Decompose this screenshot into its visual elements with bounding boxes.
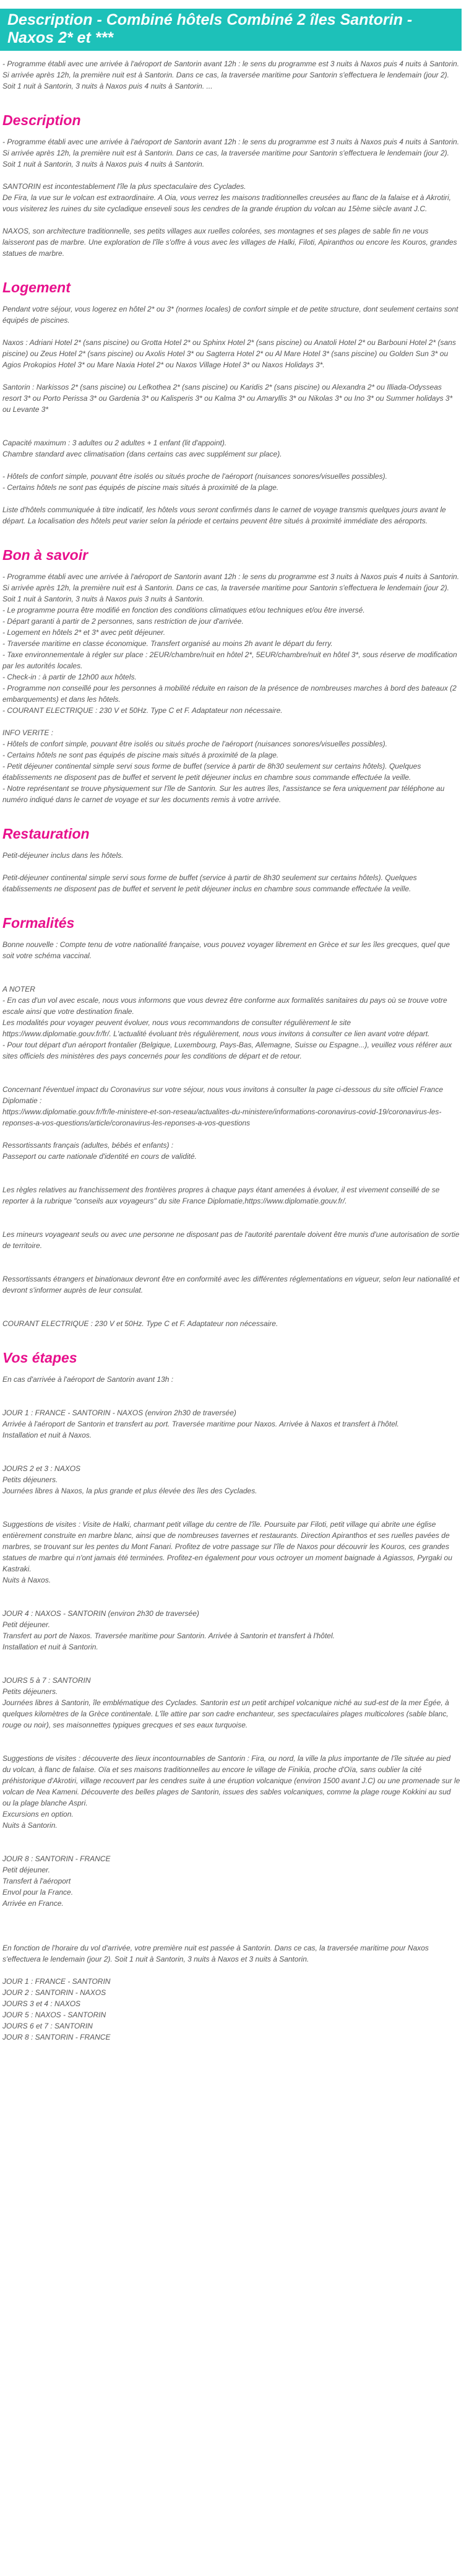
paragraph: A NOTER - En cas d'un vol avec escale, nous vous informons que vous devrez être conforme aux formalités sanitaires du pays où se trouve votre escale ainsi que votre destination finale. Les modalités pour voyager peuvent évoluer, nous vous recommandons de consulter régulièrement le site https://www.diplomatie.gouv.fr/fr/. L'actualité évoluant très régulièrement, nous vous invitons à consulter ce lien avant votre départ. - Pour tout départ d'un aéroport frontalier (Belgique, Luxembourg, Pays-Bas, Allemagne, Suisse ou Espagne...), veuillez vous référer aux sites officiels des ministères des pays concernés pour les conditions de départ et de retour. bbox=[2, 985, 452, 1060]
paragraph: Les mineurs voyageant seuls ou avec une personne ne disposant pas de l'autorité parentale doivent être munis d'une autorisation de sortie de territoire. bbox=[2, 1230, 460, 1250]
section-heading: Logement bbox=[2, 279, 71, 295]
paragraph: JOUR 4 : NAXOS - SANTORIN (environ 2h30 de traversée) Petit déjeuner. Transfert au port de Naxos. Traversée maritime pour Santorin. Arrivée à Santorin et transfert à l'hôtel. Installation et nuit à Santorin. bbox=[2, 1609, 335, 1651]
paragraph: JOUR 1 : FRANCE - SANTORIN JOUR 2 : SANTORIN - NAXOS JOURS 3 et 4 : NAXOS JOUR 5 : NAXOS - SANTORIN JOURS 6 et 7 : SANTORIN JOUR 8 : SANTORIN - FRANCE bbox=[2, 1977, 111, 2041]
section-heading: Formalités bbox=[2, 915, 75, 931]
paragraph: NAXOS, son architecture traditionnelle, ses petits villages aux ruelles colorées, ses montagnes et ses plages de sable fin ne vous laisseront pas de marbre. Une exploration de l'île s'offre à vous avec les villages de Halki, Filoti, Apiranthos ou encore les Kouros, grandes statues de marbre. bbox=[2, 227, 457, 258]
content bbox=[0, 51, 469, 2079]
paragraph: Capacité maximum : 3 adultes ou 2 adultes + 1 enfant (lit d'appoint). Chambre standard avec climatisation (dans certains cas avec supplément sur place). bbox=[2, 439, 282, 458]
paragraph: Pendant votre séjour, vous logerez en hôtel 2* ou 3* (normes locales) de confort simple et de petite structure, dont seulement certains sont équipés de piscines. bbox=[2, 305, 458, 325]
paragraph: Bonne nouvelle : Compte tenu de votre nationalité française, vous pouvez voyager librement en Grèce et sur les îles grecques, quel que soit votre schéma vaccinal. bbox=[2, 940, 450, 960]
section-restauration bbox=[2, 825, 460, 894]
section-bon-a-savoir bbox=[2, 546, 460, 805]
paragraph: Les règles relatives au franchissement des frontières propres à chaque pays étant amenées à évoluer, il est vivement conseillé de se reporter à la rubrique "conseils aux voyageurs" du site France Diplomatie,https://www.diplomatie.gouv.fr/. bbox=[2, 1185, 440, 1205]
section-heading: Restauration bbox=[2, 826, 90, 842]
section-formalites bbox=[2, 914, 460, 1329]
section-vos-etapes bbox=[2, 1349, 460, 2043]
section-heading: Description bbox=[2, 112, 81, 128]
paragraph: Suggestions de visites : découverte des lieux incontournables de Santorin : Fira, ou nord, la ville la plus importante de l'île située au pied du volcan, à flanc de falaise. Oïa et ses maisons traditionnelles au encore le village de Finikia, proche d'Oïa, sans oublier la cité préhistorique d'Akrotiri, village recouvert par les cendres suite à une éruption volcanique (environ 1500 avant J.C) ou une promenade sur le volcan de Nea Kameni. Découverte des belles plages de Santorin, issues des sables volcaniques, comme la plage rouge Kokkini au sud ou la plage blanche Aspri. Excursions en option. Nuits à Santorin. bbox=[2, 1754, 460, 1830]
paragraph: Ressortissants étrangers et binationaux devront être en conformité avec les différentes réglementations en vigueur, selon leur nationalité et devront s'informer auprès de leur consulat. bbox=[2, 1275, 460, 1295]
section-heading: Vos étapes bbox=[2, 1350, 77, 1366]
paragraph: - Programme établi avec une arrivée à l'aéroport de Santorin avant 12h : le sens du programme est 3 nuits à Naxos puis 4 nuits à Santorin. Si arrivée après 12h, la première nuit est à Santorin. Dans ce cas, la traversée maritime pour Santorin s'effectuera le lendemain (jour 2). Soit 1 nuit à Santorin, 3 nuits à Naxos puis 4 nuits à Santorin. bbox=[2, 138, 460, 168]
paragraph: Santorin : Narkissos 2* (sans piscine) ou Lefkothea 2* (sans piscine) ou Karidis 2* (sans piscine) ou Alexandra 2* ou Illiada-Odysseas resort 3* ou Porto Perissa 3* ou Gardenia 3* ou Kalisperis 3* ou Kalma 3* ou Amaryllis 3* ou Nikolas 3* ou Ino 3* ou Summer holidays 3* ou Levante 3* bbox=[2, 383, 453, 414]
paragraph: Suggestions de visites : Visite de Halki, charmant petit village du centre de l'île. Poursuite par Filoti, petit village qui abrite une église entièrement construite en marbre blanc, ainsi que de nombreuses tavernes et restaurants. Direction Apiranthos et ses ruelles pavées de marbres, se trouvant sur les pentes du Mont Fanari. Profitez de votre passage sur l'île de Naxos pour découvrir les Kouros, ces grandes statues de marbre qui n'ont jamais été terminées. Profitez-en également pour vous octroyer un moment baignade à Agiassos, Pyrgaki ou Kastraki. Nuits à Naxos. bbox=[2, 1520, 452, 1584]
section-logement bbox=[2, 279, 460, 526]
paragraph: INFO VERITE : - Hôtels de confort simple, pouvant être isolés ou situés proche de l'aéroport (nuisances sonores/visuelles possibles). - Certains hôtels ne sont pas équipés de piscine mais situés à proximité de la plage. - Petit déjeuner continental simple servi sous forme de buffet (service à partir de 8h30 seulement sur certains hôtels). Quelques établissements ne disposent pas de buffet et servent le petit déjeuner inclus en chambre sous commande effectuée la veille. - Notre représentant se trouve physiquement sur l'île de Santorin. Sur les autres îles, l'assistance se fera uniquement par téléphone au numéro indiqué dans le carnet de voyage et sur les documents remis à votre arrivée. bbox=[2, 728, 445, 804]
paragraph: - Programme établi avec une arrivée à l'aéroport de Santorin avant 12h : le sens du programme est 3 nuits à Naxos puis 4 nuits à Santorin. Si arrivée après 12h, la première nuit est à Santorin. Dans ce cas, la traversée maritime pour Santorin s'effectuera le lendemain (jour 2). Soit 1 nuit à Santorin, 3 nuits à Naxos puis 3 nuits à Santorin. - Le programme pourra être modifié en fonction des conditions climatiques et/ou techniques et/ou être inversé. - Départ garanti à partir de 2 personnes, sans restriction de jour d'arrivée. - Logement en hôtels 2* et 3* avec petit déjeuner. - Traversée maritime en classe économique. Transfert organisé au moins 2h avant le départ du ferry. - Taxe environnementale à régler sur place : 2EUR/chambre/nuit en hôtel 2*, 5EUR/chambre/nuit en hôtel 3*, sous réserve de modification par les autorités locales. - Check-in : à partir de 12h00 aux hôtels. - Programme non conseillé pour les personnes à mobilité réduite en raison de la présence de nombreuses marches à bord des bateaux (2 embarquements) et dans les hôtels. - COURANT ELECTRIQUE : 230 V et 50Hz. Type C et F. Adaptateur non nécessaire. bbox=[2, 572, 460, 715]
paragraph: Petit-déjeuner inclus dans les hôtels. bbox=[2, 851, 124, 860]
paragraph: JOURS 5 à 7 : SANTORIN Petits déjeuners. Journées libres à Santorin, île emblématique des Cyclades. Santorin est un petit archipel volcanique niché au sud-est de la mer Égée, à quelques kilomètres de la Grèce continentale. L'île attire par son cadre enchanteur, ses spectaculaires plages multicolores (sable blanc, rouge ou noir), ses maisonnettes typiques grecques et ses eaux turquoise. bbox=[2, 1676, 449, 1729]
page bbox=[0, 9, 469, 2079]
paragraph: SANTORIN est incontestablement l'île la plus spectaculaire des Cyclades. De Fira, la vue sur le volcan est extraordinaire. A Oia, vous verrez les maisons traditionnelles creusées au flanc de la falaise et à Akrotiri, vous visiterez les ruines du site cycladique enseveli sous les cendres de la grande éruption du volcan au 15ème siècle avant J.C. bbox=[2, 182, 451, 213]
paragraph: JOUR 1 : FRANCE - SANTORIN - NAXOS (environ 2h30 de traversée) Arrivée à l'aéroport de Santorin et transfert au port. Traversée maritime pour Naxos. Arrivée à Naxos et transfert à l'hôtel. Installation et nuit à Naxos. bbox=[2, 1408, 399, 1439]
page-title: Description - Combiné hôtels Combiné 2 îles Santorin - Naxos 2* et *** bbox=[0, 9, 462, 51]
paragraph: En cas d'arrivée à l'aéroport de Santorin avant 13h : bbox=[2, 1375, 174, 1384]
paragraph: Concernant l'éventuel impact du Coronavirus sur votre séjour, nous vous invitons à consulter la page ci-dessous du site officiel France Diplomatie : https://www.diplomatie.gouv.fr/fr/le-ministere-et-son-reseau/actualites-du-ministere/informations-coronavirus-covid-19/coronavirus-les-reponses-a-vos-questions/article/coronavirus-les-reponses-a-vos-questions bbox=[2, 1085, 443, 1127]
paragraph: Liste d'hôtels communiquée à titre indicatif, les hôtels vous seront confirmés dans le carnet de voyage transmis quelques jours avant le départ. La localisation des hôtels peut varier selon la période et certains peuvent être situés à proximité immédiate des aéroports. bbox=[2, 505, 446, 525]
paragraph: En fonction de l'horaire du vol d'arrivée, votre première nuit est passée à Santorin. Dans ce cas, la traversée maritime pour Naxos s'effectuera le lendemain (jour 2). Soit 1 nuit à Santorin, 3 nuits à Naxos et 3 nuits à Santorin. bbox=[2, 1944, 429, 1963]
paragraph: COURANT ELECTRIQUE : 230 V et 50Hz. Type C et F. Adaptateur non nécessaire. bbox=[2, 1319, 278, 1328]
paragraph: JOUR 8 : SANTORIN - FRANCE Petit déjeuner. Transfert à l'aéroport Envol pour la France. Arrivée en France. bbox=[2, 1854, 111, 1908]
section-heading: Bon à savoir bbox=[2, 547, 88, 563]
paragraph: Ressortissants français (adultes, bébés et enfants) : Passeport ou carte nationale d'identité en cours de validité. bbox=[2, 1141, 197, 1161]
paragraph: - Hôtels de confort simple, pouvant être isolés ou situés proche de l'aéroport (nuisances sonores/visuelles possibles). - Certains hôtels ne sont pas équipés de piscine mais situés à proximité de la plage. bbox=[2, 472, 387, 492]
paragraph: JOURS 2 et 3 : NAXOS Petits déjeuners. Journées libres à Naxos, la plus grande et plus élevée des îles des Cyclades. bbox=[2, 1464, 257, 1495]
intro-paragraph: - Programme établi avec une arrivée à l'aéroport de Santorin avant 12h : le sens du programme est 3 nuits à Naxos puis 4 nuits à Santorin. Si arrivée après 12h, la première nuit est à Santorin. Dans ce cas, la traversée maritime pour Santorin s'effectuera le lendemain (jour 2). Soit 1 nuit à Santorin, 3 nuits à Naxos puis 4 nuits à Santorin. ... bbox=[2, 59, 460, 90]
section-description bbox=[2, 111, 460, 259]
paragraph: Naxos : Adriani Hotel 2* (sans piscine) ou Grotta Hotel 2* ou Sphinx Hotel 2* (sans piscine) ou Anatoli Hotel 2* ou Barbouni Hotel 2* (sans piscine) ou Zeus Hotel 2* (sans piscine) ou Axolis Hotel 3* ou Sagterra Hotel 2* ou Al Mare Hotel 3* (sans piscine) ou Golden Sun 3* ou Agios Prokopios Hotel 3* ou Mare Naxia Hotel 2* ou Naxos Village Hotel 3* ou Naxos Holidays 3*. bbox=[2, 338, 456, 369]
paragraph: Petit-déjeuner continental simple servi sous forme de buffet (service à partir de 8h30 seulement sur certains hôtels). Quelques établissements ne disposent pas de buffet et servent le petit déjeuner inclus en chambre sous commande effectuée la veille. bbox=[2, 873, 417, 893]
